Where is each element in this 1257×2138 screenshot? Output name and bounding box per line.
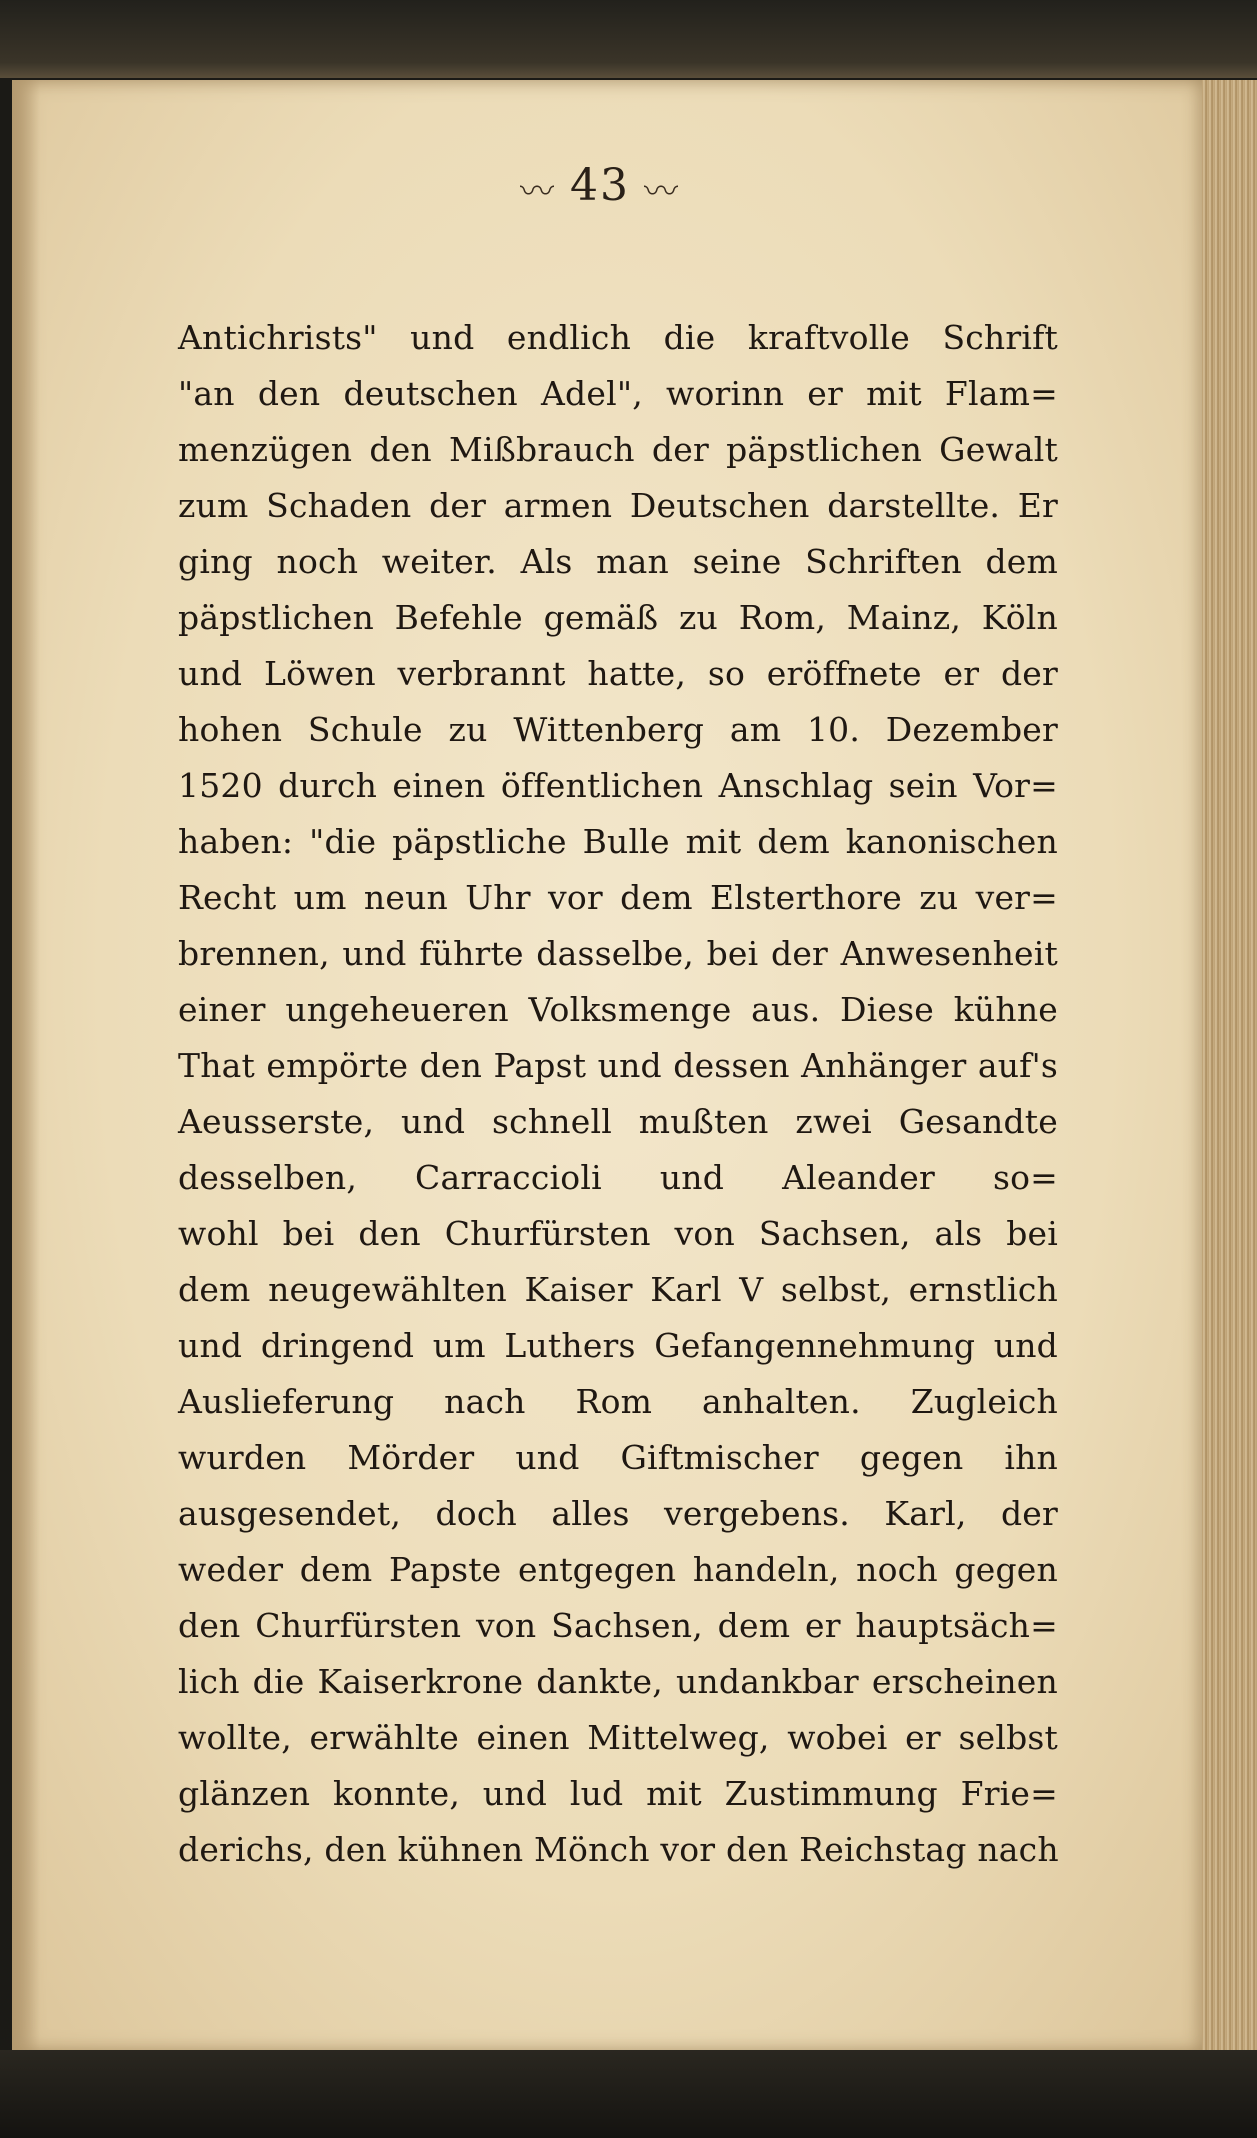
page-header <box>440 160 760 213</box>
text-line: hohen Schule zu Wittenberg am 10. Dezember <box>178 710 1058 749</box>
text-line: ging noch weiter. Als man seine Schriften dem <box>178 542 1058 581</box>
text-line: Aeusserste, und schnell mußten zwei Gesandte <box>178 1102 1058 1141</box>
text-line: und dringend um Luthers Gefangennehmung und <box>178 1326 1058 1365</box>
text-line: einer ungeheueren Volksmenge aus. Diese kühne <box>178 990 1058 1029</box>
text-line: wurden Mörder und Giftmischer gegen ihn <box>178 1438 1058 1477</box>
text-line: "an den deutschen Adel", worinn er mit Flam= <box>178 374 1058 413</box>
text-line: dem neugewählten Kaiser Karl V selbst, ernstlich <box>178 1270 1058 1309</box>
page-edges <box>1195 80 1257 2055</box>
book-cover-bottom <box>0 2050 1257 2138</box>
text-line: That empörte den Papst und dessen Anhänger auf's <box>178 1046 1058 1085</box>
ornament-left-icon: 〰 <box>520 172 556 212</box>
text-line: brennen, und führte dasselbe, bei der Anwesenheit <box>178 934 1058 973</box>
text-line: zum Schaden der armen Deutschen darstellte. Er <box>178 486 1058 525</box>
text-line: wollte, erwählte einen Mittelweg, wobei er selbst <box>178 1718 1058 1757</box>
text-line: weder dem Papste entgegen handeln, noch gegen <box>178 1550 1058 1589</box>
text-line: Recht um neun Uhr vor dem Elsterthore zu ver= <box>178 878 1058 917</box>
body-text <box>178 310 1058 1878</box>
text-line: päpstlichen Befehle gemäß zu Rom, Mainz, Köln <box>178 598 1058 637</box>
text-line: glänzen konnte, und lud mit Zustimmung Frie= <box>178 1774 1058 1813</box>
text-line: lich die Kaiserkrone dankte, undankbar erscheinen <box>178 1662 1058 1701</box>
text-line: haben: "die päpstliche Bulle mit dem kanonischen <box>178 822 1058 861</box>
ornament-right-icon: 〰 <box>644 172 680 212</box>
text-line: desselben, Carraccioli und Aleander so= <box>178 1158 1058 1197</box>
text-line: Antichrists" und endlich die kraftvolle Schrift <box>178 318 1058 357</box>
page-number: 43 <box>570 160 630 211</box>
text-line: menzügen den Mißbrauch der päpstlichen Gewalt <box>178 430 1058 469</box>
text-line: 1520 durch einen öffentlichen Anschlag sein Vor= <box>178 766 1058 805</box>
text-line: den Churfürsten von Sachsen, dem er hauptsäch= <box>178 1606 1058 1645</box>
text-line: ausgesendet, doch alles vergebens. Karl, der <box>178 1494 1058 1533</box>
text-line: wohl bei den Churfürsten von Sachsen, als bei <box>178 1214 1058 1253</box>
text-line: und Löwen verbrannt hatte, so eröffnete er der <box>178 654 1058 693</box>
book-cover-top <box>0 0 1257 78</box>
text-line: derichs, den kühnen Mönch vor den Reichstag nach <box>178 1830 1059 1869</box>
text-line: Auslieferung nach Rom anhalten. Zugleich <box>178 1382 1058 1421</box>
page-gutter <box>12 80 40 2052</box>
